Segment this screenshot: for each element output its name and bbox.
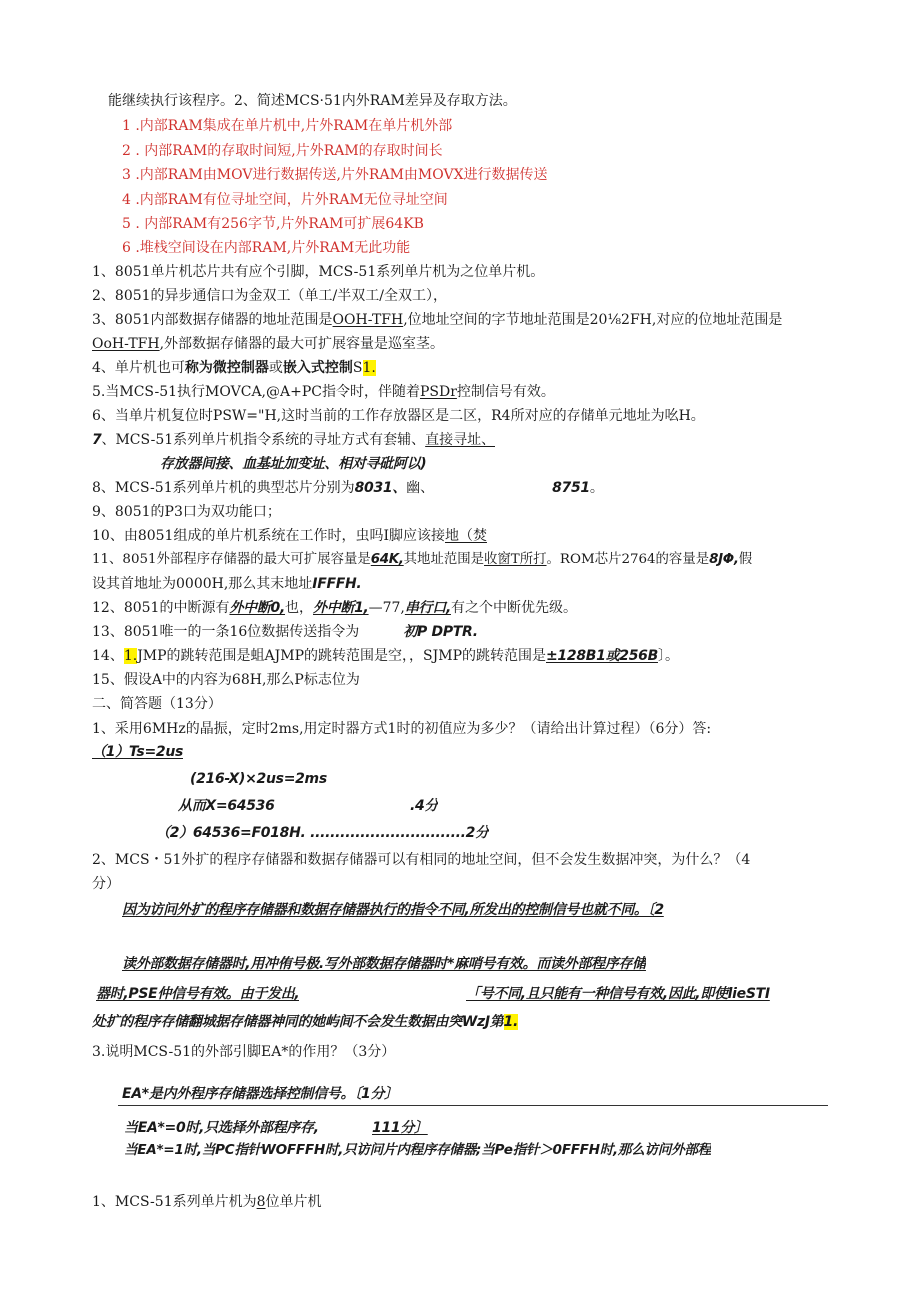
fill-q12: 12、8051的中断源有外中断0,也，外中断1,—77,串行口,有之个中断优先级。: [92, 600, 577, 616]
q3-answer-line: 111分〕: [372, 1120, 428, 1136]
ram-diff-item: 6 .堆栈空间设在内部RAM,片外RAM无此功能: [122, 240, 411, 256]
fill-q11-cont: 设其首地址为0000H,那么其末地址IFFFH.: [92, 576, 362, 592]
fill-q6: 6、当单片机复位时PSW="H,这时当前的工作存放器区是二区，R4所对应的存储单元地址为吆H。: [92, 408, 705, 424]
answer-text: 称为微控制器: [184, 360, 269, 376]
ram-diff-item: 2 . 内部RAM的存取时间短,片外RAM的存取时间长: [122, 143, 443, 159]
q2-answer-line: 读外部数据存储器时,用冲侑号极.写外部数据存储器时*麻哨号有效。而读外部程序存储: [122, 956, 646, 972]
highlight-mark: 1.: [362, 360, 376, 376]
fill-q3: 3、8051内部数据存储器的地址范围是OOH-TFH,位地址空间的字节地址范围是20⅛2FH,对应的位地址范围是: [92, 312, 783, 328]
section-heading: 二、简答题（13分）: [92, 696, 222, 712]
horizontal-rule: [118, 1105, 828, 1106]
q2-answer-line: 处扩的程序存储翻城据存储器神同的她屿间不会发生数据由突WzJ第1.: [92, 1014, 518, 1030]
ram-diff-item: 5 . 内部RAM有256字节,片外RAM可扩展64KB: [122, 216, 424, 232]
answer-blank: PSDr: [419, 384, 457, 400]
fill-q2: 2、8051的异步通信口为金双工（单工/半双工/全双工），: [92, 288, 447, 304]
fill-q5: 5.当MCS-51执行MOVCA,@A+PC指令时，伴随着PSDr控制信号有效。: [92, 384, 555, 400]
q2-answer-line: 器时,PSE仲信号有效。由于发出,: [96, 986, 300, 1002]
q2-answer-line: 「号不同,且只能有一种信号有效,因此,即使lieSTI: [466, 986, 770, 1002]
answer-blank: 8: [256, 1194, 266, 1210]
answer-blank: OOH-TFH: [332, 312, 404, 328]
ram-diff-item: 1 .内部RAM集成在单片机中,片外RAM在单片机外部: [122, 118, 453, 134]
highlight-mark: 1.: [123, 648, 138, 664]
q3-answer-line: 当EA*=0时,只选择外部程序存,: [124, 1120, 319, 1136]
ram-diff-item: 4 .内部RAM有位寻址空间，片外RAM无位寻址空间: [122, 192, 448, 208]
q3-answer-line: EA*是内外程序存储器选择控制信号。〔1分〕: [122, 1086, 398, 1102]
fill-q14: 14、1.JMP的跳转范围是蛆AJMP的跳转范围是空，，SJMP的跳转范围是±128B1或256B〕。: [92, 648, 679, 664]
fill-q15: 15、假设A中的内容为68H,那么P标志位为: [92, 672, 360, 688]
q1-answer-line: (216-X)×2us=2ms: [190, 771, 327, 787]
q1-score: .4分: [410, 798, 439, 814]
highlight-mark: 1.: [503, 1014, 518, 1030]
fill-q10: 10、由8051组成的单片机系统在工作时，虫吗I脚应该接地（焚: [92, 528, 487, 544]
answer-text: 嵌入式控制: [282, 360, 353, 376]
fill-q3-cont: OoH-TFH,外部数据存储器的最大可扩展容量是巡室茎。: [92, 336, 445, 352]
short-answer-q1: 1、采用6MHz的晶振，定时2ms,用定时器方式1时的初值应为多少？（请给出计算过程）（6分）答:: [92, 721, 712, 737]
q1-answer-line: 从而X=64536: [178, 798, 275, 814]
short-answer-q3: 3.说明MCS-51的外部引脚EA*的作用？（3分）: [92, 1044, 396, 1060]
q2-answer-line: 因为访问外扩的程序存储器和数据存储器执行的指令不同,所发出的控制信号也就不同。〔2: [122, 902, 664, 918]
short-answer-q2-cont: 分）: [92, 876, 120, 892]
fill-q13: 13、8051唯一的一条16位数据传送指令为 初P DPTR.: [92, 624, 478, 640]
answer-blank: 收窗T所打: [484, 552, 547, 567]
fill-q7: 7、MCS-51系列单片机指令系统的寻址方式有套辅、直接寻址、: [92, 432, 496, 448]
answer-blank: 地（焚: [444, 528, 487, 544]
answer-blank: 直接寻址、: [425, 432, 496, 448]
fill-q1: 1、8051单片机芯片共有应个引脚，MCS-51系列单片机为之位单片机。: [92, 264, 545, 280]
short-answer-q2: 2、MCS・51外扩的程序存储器和数据存储器可以有相同的地址空间，但不会发生数据冲突，为什么？（4: [92, 852, 751, 868]
q3-answer-line: 当EA*=1时,当PC指针WOFFFH时,只访问片内程序存储器;当Pe指针＞0FFFH时,那么访问外部程: [124, 1142, 711, 1158]
fill-q11: 11、8051外部程序存储器的最大可扩展容量是64K,其地址范围是收窗T所打。ROM芯片2764的容量是8JΦ,假: [92, 552, 753, 567]
q1-answer-line: （1）Ts=2us: [92, 744, 184, 760]
fill-q7-answer: 存放器间接、血基址加变址、相对寻砒阿以): [160, 456, 427, 472]
answer-blank: OoH-TFH: [92, 336, 160, 352]
intro-line: 能继续执行该程序。2、简述MCS·51内外RAM差异及存取方法。: [108, 93, 517, 109]
q1-answer-line: （2）64536=F018H. ...............................2分: [156, 825, 489, 841]
fill-q8: 8、MCS-51系列单片机的典型芯片分别为8031、幽、 8751。: [92, 480, 604, 496]
fill-q4: 4、单片机也可称为微控制器或嵌入式控制S1.: [92, 360, 376, 376]
last-line: 1、MCS-51系列单片机为8位单片机: [92, 1194, 322, 1210]
fill-q9: 9、8051的P3口为双功能口；: [92, 504, 281, 520]
ram-diff-item: 3 .内部RAM由MOV进行数据传送,片外RAM由MOVX进行数据传送: [122, 167, 548, 183]
